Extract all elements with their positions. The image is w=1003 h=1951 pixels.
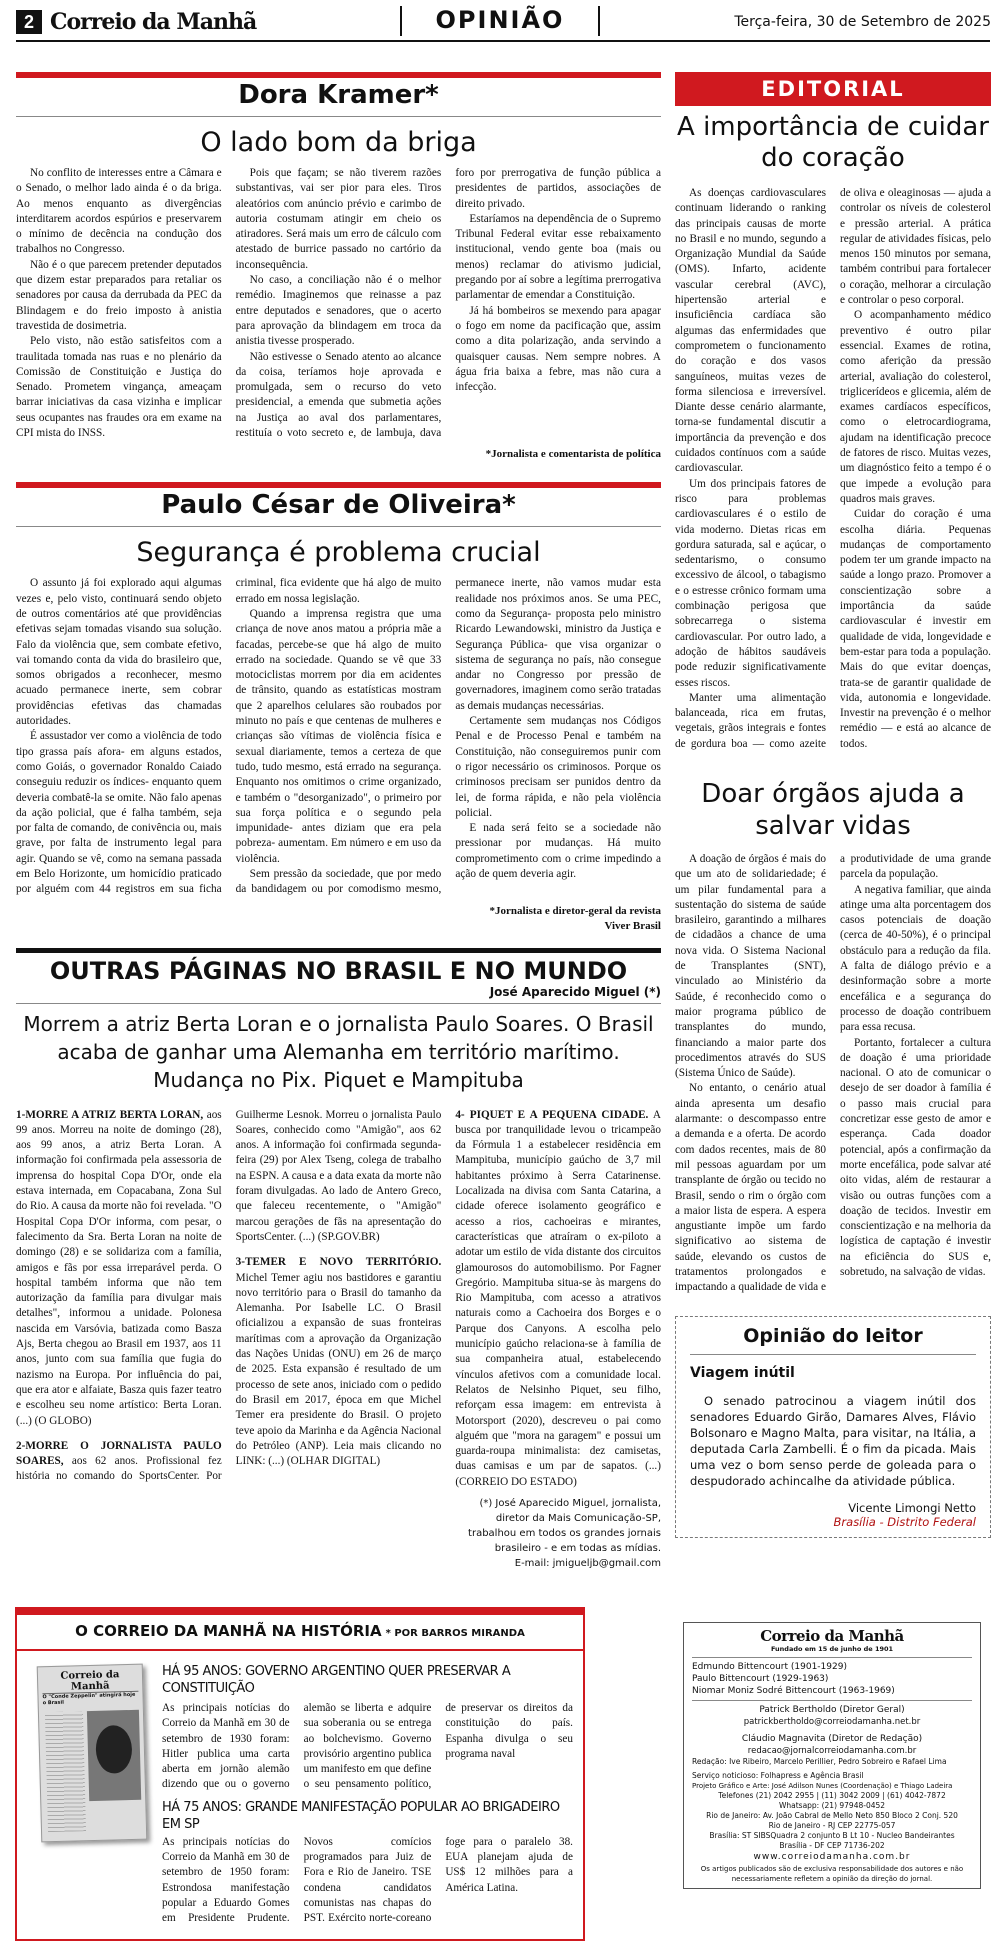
article-body (16, 576, 661, 897)
history-section (15, 1607, 585, 1941)
news-item-heading: 3-TEMER E NOVO TERRITÓRIO. (235, 1256, 442, 1269)
author-signature: *Jornalista e comentarista de política (485, 448, 661, 461)
history-title: O CORREIO DA MANHÃ NA HISTÓRIA (75, 1622, 382, 1640)
clipping-logo: Correio da Manhã (42, 1669, 139, 1695)
editorial-body (675, 186, 991, 752)
paragraph: A negativa familiar, que ainda atinge uma alta porcentagem dos casos potenciais de doação (cerca de 40-50%), é o principal obstáculo para a redução da fila. A falta de diálogo prévio e a desinformação sobre a morte encefálica e a segurança do processo de doação contribuem para essa recusa. (840, 883, 991, 1034)
paragraph: No conflito de interesses entre a Câmara e o Senado, o melhor lado ainda é o da briga. Ao menos enquanto as divergências interditarem acordos espúrios e preservarem o mínimo de decência na condução dos trabalhos no Congresso. (16, 167, 222, 256)
letter-body: O senado patrocinou a viagem inútil dos senadores Eduardo Girão, Damares Alves, Flávio Bolsonaro e Magno Malta, para visitar, na Itália, a deputada Carla Zambelli. É o fim da picada. Mais uma vez o bom senso perde de goleada para o despudorado achincalhe da atividade pública. (690, 1393, 976, 1488)
article-title: O lado bom da briga (200, 127, 477, 158)
news-item (16, 1108, 222, 1429)
news-item-heading: 2-MORRE O JORNALISTA PAULO SOARES, (16, 1439, 222, 1468)
issue-date: Terça-feira, 30 de Setembro de 2025 (734, 14, 991, 30)
author-name: Paulo César de Oliveira* (161, 490, 516, 521)
left-column (16, 72, 661, 1571)
paragraph: Cuidar do coração é uma escolha diária. Pequenas mudanças de comportamento podem ter um grande impacto na saúde a longo prazo. Promover a conscientização sobre a importância da saúde cardiovascular é investir em qualidade de vida, longevidade e bem-estar para toda a população. Mais do que evitar doenças, trata-se de garantir qualidade de vida, autonomia e longevidade. Investir na prevenção é o melhor remédio — e está ao alcance de todos. (840, 508, 991, 750)
header-rule (16, 40, 990, 42)
history-item-body: As principais notícias do Correio da Manhã em 30 de setembro de 1950 foram: Estrondosa manifestação popular a Eduardo Gomes em Presidente Prudente. Novos comícios programados para Juiz de Fora e Rio de Janeiro. TSE condena candidatos comunistas nas chapas do PST. Exército norte-coreano foge para o paralelo 38. EUA planejam ajuda de US$ 12 milhões para a América Latina. (162, 1835, 573, 1925)
paragraph: O acompanhamento médico preventivo é outro pilar essencial. Exames de rotina, como aferição da pressão arterial, avaliação do colesterol, triglicerídeos e glicemia, além de exames cardíacos específicos, como o eletrocardiograma, ajudam na identificação precoce de fatores de risco. Muitas vezes, um diagnóstico feito a tempo é o que impede a evolução para quadros mais graves. (840, 309, 991, 505)
author-name: José Aparecido Miguel (*) (489, 984, 661, 999)
article-body (16, 166, 661, 441)
news-item-heading: 4- PIQUET E A PEQUENA CIDADE. (455, 1108, 649, 1121)
article-title: Segurança é problema crucial (136, 537, 541, 569)
article-doar-orgaos (675, 778, 991, 1296)
whatsapp: Whatsapp: (21) 97948-0452 (778, 1801, 886, 1810)
column-paulo-cesar (16, 482, 661, 933)
letter-place: Brasília - Distrito Federal (833, 1514, 976, 1529)
history-item-heading: HÁ 75 ANOS: GRANDE MANIFESTAÇÃO POPULAR AO BRIGADEIRO EM SP (162, 1799, 560, 1832)
article-title: Doar órgãos ajuda a salvar vidas (701, 778, 965, 841)
editor: Cláudio Magnavita (Diretor de Redação) (741, 1734, 923, 1744)
paragraph: No caso, a conciliação não é o melhor remédio. Imaginemos que reinasse a paz entre deputados e senadores, que o acerto para aprovação da blindagem em troca da anistia tivesse prosperado. (235, 274, 442, 348)
paragraph: Não é o que parecem pretender deputados que dizem estar preparados para retaliar os senadores por causa da derrubada da PEC da Blindagem e do freio imposto à anistia travestida de dosimetria. (16, 258, 222, 332)
column-dora-kramer (16, 72, 661, 462)
paragraph: No entanto, o cenário atual ainda apresenta um desafio alarmante: o descompasso entre a demanda e a oferta. De acordo com dados recentes, mais de 80 mil pessoas aguardam por um transplante de órgão ou tecido no Brasil, sendo o rim o órgão com a maior lista de espera. A espera angustiante impõe um fardo significativo ao sistema de saúde, elevando os custos de tratamentos prolongados e impactando a qualidade de vida e a produtividade de uma grande parcela da população. (675, 852, 991, 1294)
editorial-label: EDITORIAL (675, 72, 991, 106)
paragraph: Pelo visto, não estão satisfeitos com a traulitada tomada nas ruas e no plenário da Comissão de Constituição e Justiça do Senado. Prometem vingança, ameaçam barrar iniciativas da casa vizinha e implicar seus ocupantes nas fraudes ora em exame na CPI mista do INSS. (16, 335, 222, 440)
newspaper-logo: Correio da Manhã (50, 9, 257, 35)
history-title-box (15, 1615, 585, 1651)
news-item (455, 1108, 661, 1490)
history-byline: * POR BARROS MIRANDA (385, 1628, 525, 1639)
editor-email[interactable]: redacao@jornalcorreiodamanha.com.br (747, 1746, 917, 1756)
founder: Paulo Bittencourt (1929-1963) (692, 1674, 829, 1684)
history-item-heading: HÁ 95 ANOS: GOVERNO ARGENTINO QUER PRESERVAR A CONSTITUIÇÃO (162, 1664, 511, 1696)
address: Brasília: ST SIBSQuadra 2 conjunto B Lt 10 - Nucleo Bandeirantes (709, 1831, 955, 1840)
history-item-body: As principais notícias do Correio da Manhã em 30 de setembro de 1930 foram: Hitler publica uma carta aberta em jornão alemão dizendo que ou o governo alemão se liberta e adquire sua soberania ou se entrega ao bolchevismo. Governo provisório argentino publica um manifesto em que define o seu pensamento político, de preservar os direitos da constituição do país. Espanha divulga o seu programa naval (162, 1702, 573, 1791)
paragraph: E nada será feito se a sociedade não pressionar por mudanças. Há muito comprometimento com o crime impedindo a ação de quem deveria agir. (455, 822, 661, 880)
news-item-body: A busca por tranquilidade levou o tricampeão da Fórmula 1 a estabelecer residência em Mampituba, município gaúcho de 3,7 mil habitantes próximo à Serra Catarinense. Localizada na divisa com Santa Catarina, a cidade oferece isolamento geográfico e acesso a rios, cachoeiras e mirantes, características que atraíram o ex-piloto a adotar um estilo de vida distante dos circuitos glamourosos do automobilismo. Por Fagner Gregório. Mampituba situa-se às margens do Rio Mampituba, com acesso a atrativos naturais como a Cachoeira dos Borges e o Parque dos Canyons. A escolha pelo município gaúcho relaciona-se à família de sua companheira atual, estabelecendo vínculos afetivos com a comunidade local. Relatos de Nelsinho Piquet, seu filho, reforçam essa imagem: em entrevista à Motorsport (2020), descreveu o pai como alguém que "mora na garagem" e possui um guarda-roupa minimalista: dez camisetas, duas camisas e um par de sapatos. (...) (CORREIO DO ESTADO) (455, 1108, 661, 1488)
newspaper-clipping-image (37, 1664, 148, 1843)
masthead-logo: Correio da Manhã (760, 1627, 904, 1645)
red-bar (16, 72, 661, 78)
paragraph: Manter uma alimentação balanceada, rica em frutas, vegetais, grãos integrais e fontes de gordura boa — como azeite de oliva e oleaginosas — ajuda a controlar os níveis de colesterol e pressão arterial. A prática regular de atividades físicas, pelo menos 150 minutos por semana, também contribui para fortalecer o coração, melhorar a circulação e controlar o peso corporal. (675, 187, 991, 750)
red-bar (16, 482, 661, 488)
headline: Morrem a atriz Berta Loran e o jornalista Paulo Soares. O Brasil acaba de ganhar uma Alemanha em território marítimo. Mudança no Pix. Piquet e Mampituba (23, 1011, 654, 1092)
divider (16, 116, 661, 117)
author-bio (420, 1496, 661, 1571)
right-column (675, 72, 991, 1538)
history-items (162, 1663, 573, 1927)
newsroom: Redação: Ive Ribeiro, Marcelo Perillier, Pedro Sobreiro e Rafael Lima (692, 1757, 947, 1766)
author-email[interactable]: E-mail: jmigueljb@gmail.com (514, 1558, 661, 1569)
box-title: Opinião do leitor (743, 1324, 923, 1347)
bio-line: (*) José Aparecido Miguel, jornalista, (479, 1498, 661, 1509)
red-bar (15, 1607, 585, 1615)
article-body (675, 852, 991, 1296)
paragraph: Já há bombeiros se mexendo para apagar o fogo em nome da pacificação que, assim como a dita polarização, anda servindo a quaisquer causas. Nem sempre nobres. A água fria baixa a febre, mas não cura a infecção. (455, 304, 661, 394)
news-item (236, 1255, 442, 1469)
director: Patrick Bertholdo (Diretor Geral) (759, 1705, 905, 1715)
divider (16, 526, 661, 527)
author-name: Dora Kramer* (238, 80, 439, 110)
news-service: Serviço noticioso: Folhapress e Agência Brasil (692, 1771, 864, 1780)
address: Rio de Janeiro - RJ CEP 22775-057 (768, 1821, 896, 1830)
paragraph: A doação de órgãos é mais do que um ato de solidariedade; é um pilar fundamental para a sustentação do sistema de saúde brasileiro, garantindo a milhares de cidadãos a chance de uma nova vida. O Sistema Nacional de Transplantes (SNT), vinculado ao Ministério da Saúde, é reconhecido como o maior programa público de transplantes do mundo, financiando a maior parte dos procedimentos através do SUS (Sistema Único de Saúde). (675, 852, 826, 1080)
paragraph: Quando a imprensa registra que uma criança de nove anos matou a própria mãe a facadas, percebe-se que há algo de muito errado na sociedade. Quando se vê que 33 motociclistas morrem por dia em acidentes de trânsito, quando as estatísticas mostram que 2 aparelhos celulares são roubados por minuto no país e que centenas de mulheres e crianças são vítimas de violência física e sexual diariamente, temos a certeza de que tudo, tudo mesmo, está errado na segurança. Enquanto nos omitimos o crime organizado, e também o "desorganizado", o primeiro por sua força política e o segundo pela impunidade- antes diziam que era pela pobreza- aumentam. Em número e em uso da violência. (235, 607, 442, 865)
paragraph: O assunto já foi explorado aqui algumas vezes e, pelo visto, continuará sendo objeto de outros comentários até que providências efetivas sejam tomadas visando sua solução. Falo da violência que, sem combate efetivo, vai tomando conta da vida do brasileiro que, somos obrigados a reconhecer, mesmo acuado permanece inerte, sem cobrar providências efetivas das chamadas autoridades. (16, 577, 222, 728)
founder: Edmundo Bittencourt (1901-1929) (692, 1662, 847, 1672)
paragraph: É assustador ver como a violência de todo tipo grassa país afora- em alguns estados, como Goiás, o governador Ronaldo Caiado conseguiu reduzir os índices- enquanto quem deveria combatê-la se omite. Não falo apenas da ação policial, que é falha também, seja por falta de comando, de conivência ou, mais grave, por falta de instrumento legal para agir. Quando se vê, como na semana passada em Belo Horizonte, um homicídio praticado por alguém com 44 registros em sua ficha criminal, fica evidente que há algo de muito errado em nossa legislação. (16, 577, 442, 896)
news-item-body: aos 99 anos. Morreu na noite de domingo (28), aos 99 anos, a atriz Berta Loran. A informação foi confirmada pela assessoria de imprensa do hospital Copa D'Or, onde ela estava internada, em Copacabana, Zona Sul do Rio. A causa da morte não foi revelada. "O Hospital Copa D'Or informa, com pesar, o falecimento da Sra. Berta Loran na noite de domingo (28) e se solidariza com a família, amigos e fãs por essa irreparável perda. O hospital também informa que não tem autorização da família para divulgar mais detalhes", informou a unidade. Polonesa nascida em Varsóvia, batizada como Basza Ajs, Berta chegou ao Brasil em 1937, aos 11 anos, junto com sua família que fugia do nazismo na Europa. Por influência do pai, que era ator e alfaiate, Basza quis fazer teatro e escolheu seu nome artístico: Berta Loran. (...) (O GLOBO) (16, 1108, 222, 1427)
paragraph: As doenças cardiovasculares continuam liderando o ranking das principais causas de morte no Brasil e no mundo, segundo a Organização Mundial da Saúde (OMS). Infarto, acidente vascular cerebral (AVC), hipertensão arterial e insuficiência cardíaca são algumas das enfermidades que comprometem o funcionamento do coração e dos vasos sanguíneos, muitas vezes de forma silenciosa e irreversível. Diante desse cenário alarmante, torna-se fundamental discutir a importância da prevenção e dos cuidados contínuos com a saúde cardiovascular. (675, 187, 826, 475)
divider (692, 1657, 972, 1658)
director-email[interactable]: patrickbertholdo@correiodamanha.net.br (743, 1717, 921, 1727)
black-bar (16, 948, 661, 953)
divider (692, 1700, 972, 1701)
bio-line: brasileiro - e em todas as mídias. (494, 1543, 661, 1554)
section-title: OUTRAS PÁGINAS NO BRASIL E NO MUNDO (49, 956, 628, 985)
zeppelin-photo (87, 1710, 141, 1801)
news-item-heading: 1-MORRE A ATRIZ BERTA LORAN, (16, 1108, 204, 1121)
bottom-row (0, 1607, 1003, 1941)
news-item-body: aos 62 anos. Profissional fez história no comando do SportsCenter. Por Guilherme Lesnok. Morreu o jornalista Paulo Soares, conhecido como "Amigão", aos 62 anos. A informação foi confirmada segunda-feira (29) por Alex Tseng, colega de trabalho na ESPN. A causa e a data exata da morte não foram divulgadas. Ao lado de Antero Greco, que faleceu recentemente, o "Amigão" marcou gerações de fãs na apresentação do SportsCenter. (...) (SP.GOV.BR) (16, 1108, 442, 1483)
editorial-title: A importância de cuidar do coração (677, 112, 989, 173)
clipping-text-lines (45, 1711, 86, 1832)
article-body (16, 1108, 661, 1490)
author-signature: *Jornalista e diretor-geral da revista Viver Brasil (489, 904, 661, 932)
address: Brasília - DF CEP 71736-202 (779, 1841, 885, 1850)
phones: Telefones (21) 2042 2955 | (11) 3042 2009 | (61) 4042-7872 (718, 1791, 946, 1800)
section-title: OPINIÃO (400, 6, 600, 36)
website-link[interactable]: www.correiodamanha.com.br (753, 1852, 911, 1862)
letter-title: Viagem inútil (690, 1364, 795, 1381)
paragraph: Certamente sem mudanças nos Códigos Penal e de Processo Penal e também na Constituição, não conseguiremos punir com o rigor necessário os criminosos. Porque os criminosos precisam ser punidos dentro da lei, de forma rápida, e não pela violência policial. (455, 715, 661, 819)
history-body (15, 1651, 585, 1941)
disclaimer: Os artigos publicados são de exclusiva responsabilidade dos autores e não necessariamente refletem a opinião da direção do jornal. (700, 1865, 964, 1883)
page-number: 2 (16, 10, 42, 34)
letter-author: Vicente Limongi Netto (848, 1500, 976, 1515)
contacts (692, 1791, 972, 1884)
paragraph: Portanto, fortalecer a cultura de doação é uma prioridade nacional. O ato de comunicar o desejo de ser doador à família é o passo mais crucial para concretizar esse gesto de amor e esperança. Cada doador potencial, após a confirmação da morte encefálica, pode salvar até oito vidas, além de restaurar a visão ou outras funções com a doação de tecidos. Investir em conscientização e na melhoria da logística de captação é investir na eficiência do SUS e, sobretudo, na salvação de vidas. (840, 1036, 991, 1278)
clipping-headline: O "Conde Zeppelin" atingirá hoje o Brasil (42, 1691, 136, 1707)
masthead-box (683, 1622, 981, 1889)
bio-line: diretor da Mais Comunicação-SP, (495, 1513, 661, 1524)
paragraph: Pois que façam; se não tiverem razões substantivas, vai ser pior para eles. Tiros aleatórios com anúncio prévio e carimbo de autoria costumam atingir em cheio os atiradores. Será mais um erro de cálculo com atestado de burrice passado no cartório da inconsequência. (235, 167, 442, 271)
bio-line: trabalhou em todos os grandes jornais (468, 1528, 661, 1539)
design-credit: Projeto Gráfico e Arte: José Adilson Nunes (Coordenação) e Thiago Ladeira (692, 1782, 953, 1790)
paragraph: Um dos principais fatores de risco para problemas cardiovasculares é o estilo de vida moderno. Dietas ricas em gordura saturada, sal e açúcar, o sedentarismo, o consumo excessivo de álcool, o tabagismo e o estresse crônico formam uma combinação perigosa que sobrecarrega o sistema cardiovascular. Por outro lado, a adoção de hábitos saudáveis pode reduzir significativamente esses riscos. (675, 477, 826, 689)
main-row (0, 72, 1003, 1571)
divider (690, 1354, 976, 1355)
paragraph: Estaríamos na dependência de o Supremo Tribunal Federal evitar esse rebaixamento institucional, vendo gente boa (mais ou menos) reclamar do ativismo judicial, pregando por aí sobre a legítima prerrogativa parlamentar de emendar a Constituição. (455, 212, 661, 302)
editorial (675, 72, 991, 752)
page-header (0, 0, 1003, 40)
divider (16, 1003, 661, 1004)
paragraph: Não estivesse o Senado atento ao alcance da coisa, teríamos hoje aprovada e promulgada, sem o recurso do veto presidencial, a emenda que submetia ações na Justiça ao aval dos parlamentares, restituía o voto secreto e, de lambuja, dava foro por prerrogativa de função pública a presidentes de partidos, associações de direito privado. (235, 167, 661, 440)
address: Rio de Janeiro: Av. João Cabral de Mello Neto 850 Bloco 2 Conj. 520 (706, 1811, 958, 1820)
outras-paginas (16, 948, 661, 1571)
news-item-body: Michel Temer agiu nos bastidores e garantiu novo território para o Brasil do tamanho da Alemanha. Por Isabelle LC. O Brasil oficializou a expansão de suas fronteiras marítimas com a aprovação da Organização das Nações Unidas (ONU) em 26 de março de 2025. Esta expansão é resultado de um processo de sete anos, iniciado com o pedido do Brasil em 2017, época em que Michel Temer era presidente do Brasil. O projeto teve apoio da Marinha e da Agência Nacional do Petróleo (ANP). Leia mais clicando no LINK: (...) (OLHAR DIGITAL) (235, 1271, 442, 1468)
paragraph: Sem pressão da sociedade, que por medo da bandidagem ou por comodismo mesmo, permanece inerte, não vamos mudar esta realidade nos próximos anos. Se uma PEC, como da Segurança- proposta pelo ministro Ricardo Lewandowski, ministro da Justiça e Segurança Pública- que visa organizar o sistema de segurança no país, não consegue andar no Congresso por pressão de governadores, imaginem como serão tratadas as demais mudanças necessárias. (235, 577, 661, 896)
founder: Niomar Moniz Sodré Bittencourt (1963-1969) (692, 1686, 895, 1696)
reader-opinion-box (675, 1316, 991, 1538)
founded: Fundado em 15 de junho de 1901 (770, 1645, 894, 1653)
